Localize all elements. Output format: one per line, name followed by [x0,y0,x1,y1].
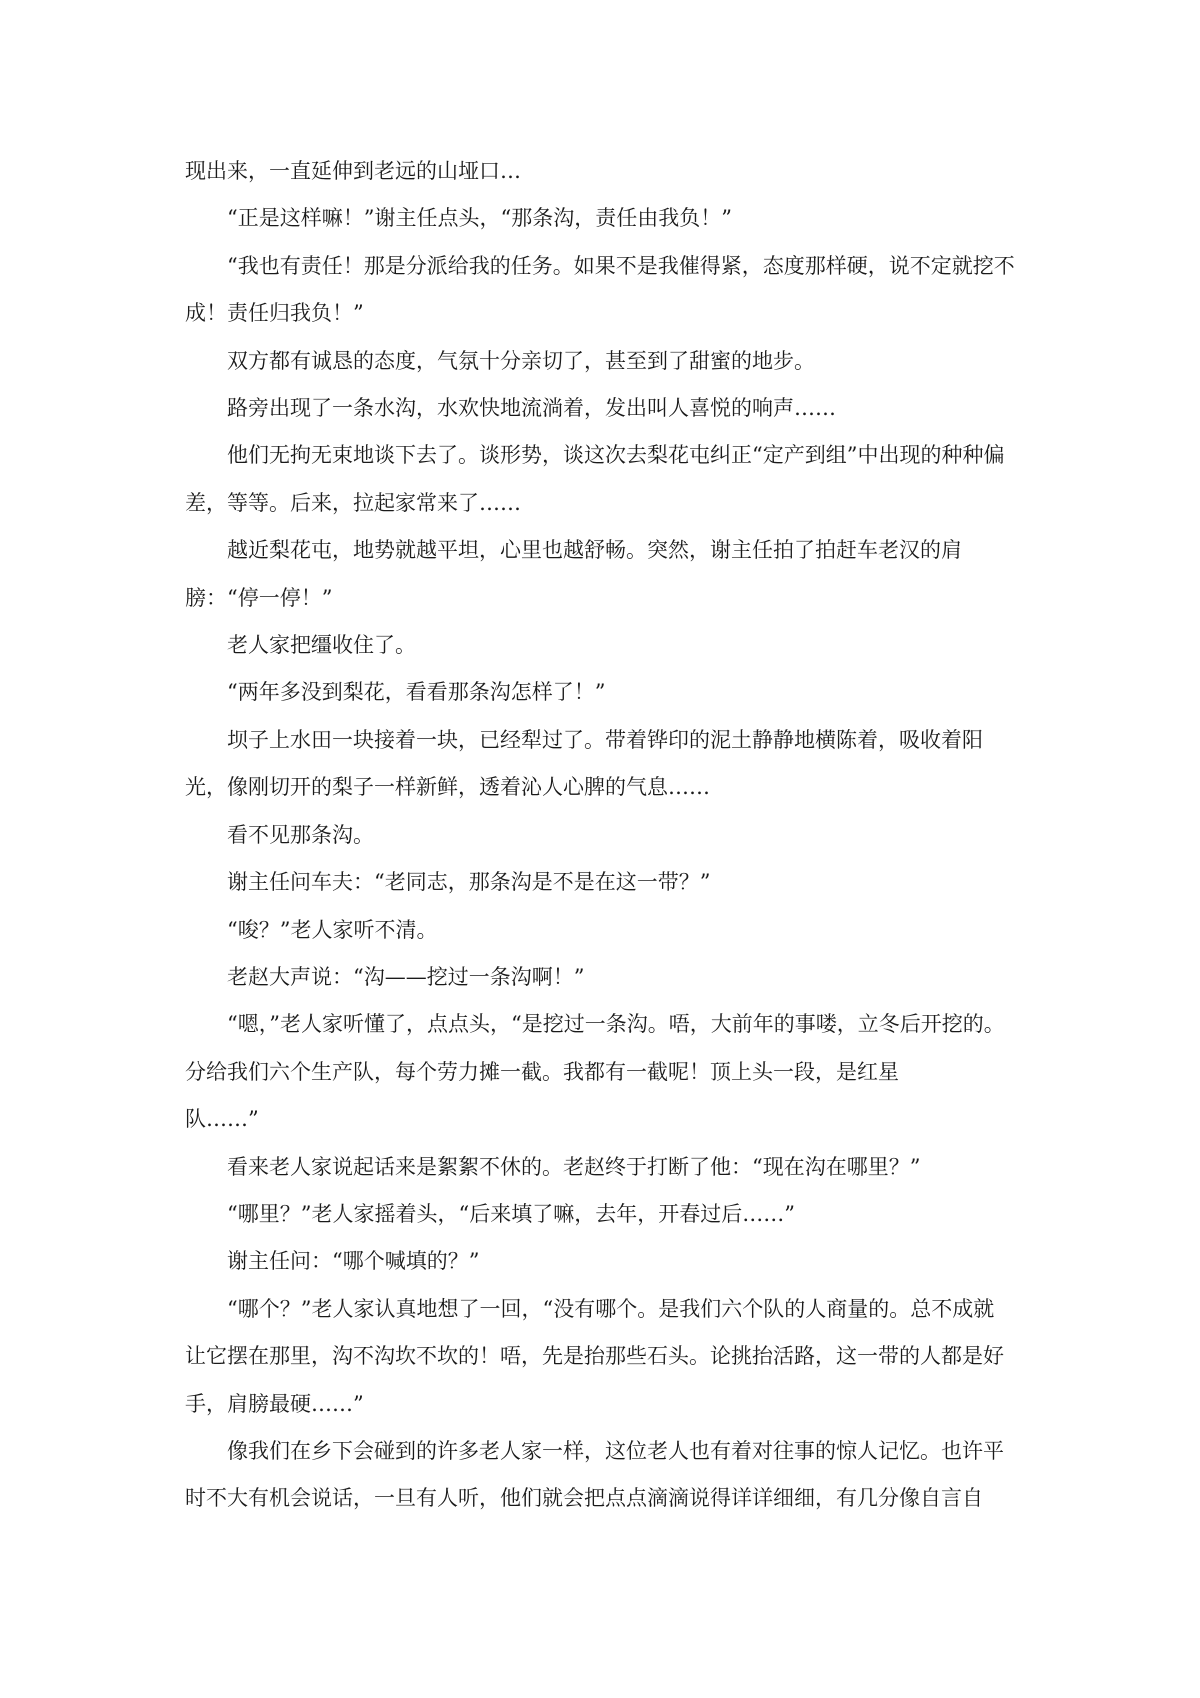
paragraph: 路旁出现了一条水沟，水欢快地流淌着，发出叫人喜悦的响声…… [227,396,836,421]
paragraph: 谢主任问：“哪个喊填的？” [227,1249,480,1274]
paragraph: 现出来，一直延伸到老远的山垭口… [185,159,521,183]
paragraph: 队……” [185,1107,259,1132]
paragraph: 老人家把缰收住了。 [227,633,416,658]
paragraph: 坝子上水田一块接着一块，已经犁过了。带着铧印的泥土静静地横陈着，吸收着阳光，像刚切开的梨子一样新鲜，透着沁人心脾的气息…… [185,727,983,800]
paragraph: 他们无拘无束地谈下去了。谈形势，谈这次去梨花屯纠正“定产到组”中出现的种种偏差，等等。后来，拉起家常来了…… [185,443,1005,515]
paragraph: “哪里？”老人家摇着头，“后来填了嘛，去年，开春过后……” [227,1201,795,1226]
paragraph: “两年多没到梨花，看看那条沟怎样了！” [227,680,606,705]
paragraph: 老赵大声说：“沟——挖过一条沟啊！” [227,964,585,989]
paragraph: 越近梨花屯，地势就越平坦，心里也越舒畅。突然，谢主任拍了拍赶车老汉的肩膀：“停一停！” [185,538,962,610]
paragraph: 看来老人家说起话来是絮絮不休的。老赵终于打断了他：“现在沟在哪里？” [227,1154,921,1179]
paragraph: “唆？”老人家听不清。 [227,917,438,942]
paragraph: “嗯，”老人家听懂了，点点头，“是挖过一条沟。唔，大前年的事喽，立冬后开挖的。分给我们六个生产队，每个劳力摊一截。我都有一截呢！顶上头一段，是红星 [185,1012,1005,1084]
paragraph: 看不见那条沟。 [227,822,374,847]
paragraph: 谢主任问车夫：“老同志，那条沟是不是在这一带？” [227,870,711,895]
paragraph: “哪个？”老人家认真地想了一回，“没有哪个。是我们六个队的人商量的。总不成就让它摆在那里，沟不沟坎不坎的！唔，先是抬那些石头。论挑抬活路，这一带的人都是好手，肩膀最硬……” [185,1296,1004,1416]
body-text [185,148,1015,1523]
paragraph: 双方都有诚恳的态度，气氛十分亲切了，甚至到了甜蜜的地步。 [227,348,815,373]
paragraph: 像我们在乡下会碰到的许多老人家一样，这位老人也有着对往事的惊人记忆。也许平时不大有机会说话，一旦有人听，他们就会把点点滴滴说得详详细细，有几分像自言自 [185,1438,1004,1511]
paragraph: “正是这样嘛！”谢主任点头，“那条沟，责任由我负！” [227,206,732,231]
paragraph: “我也有责任！那是分派给我的任务。如果不是我催得紧，态度那样硬，说不定就挖不成！责任归我负！” [185,253,1015,326]
